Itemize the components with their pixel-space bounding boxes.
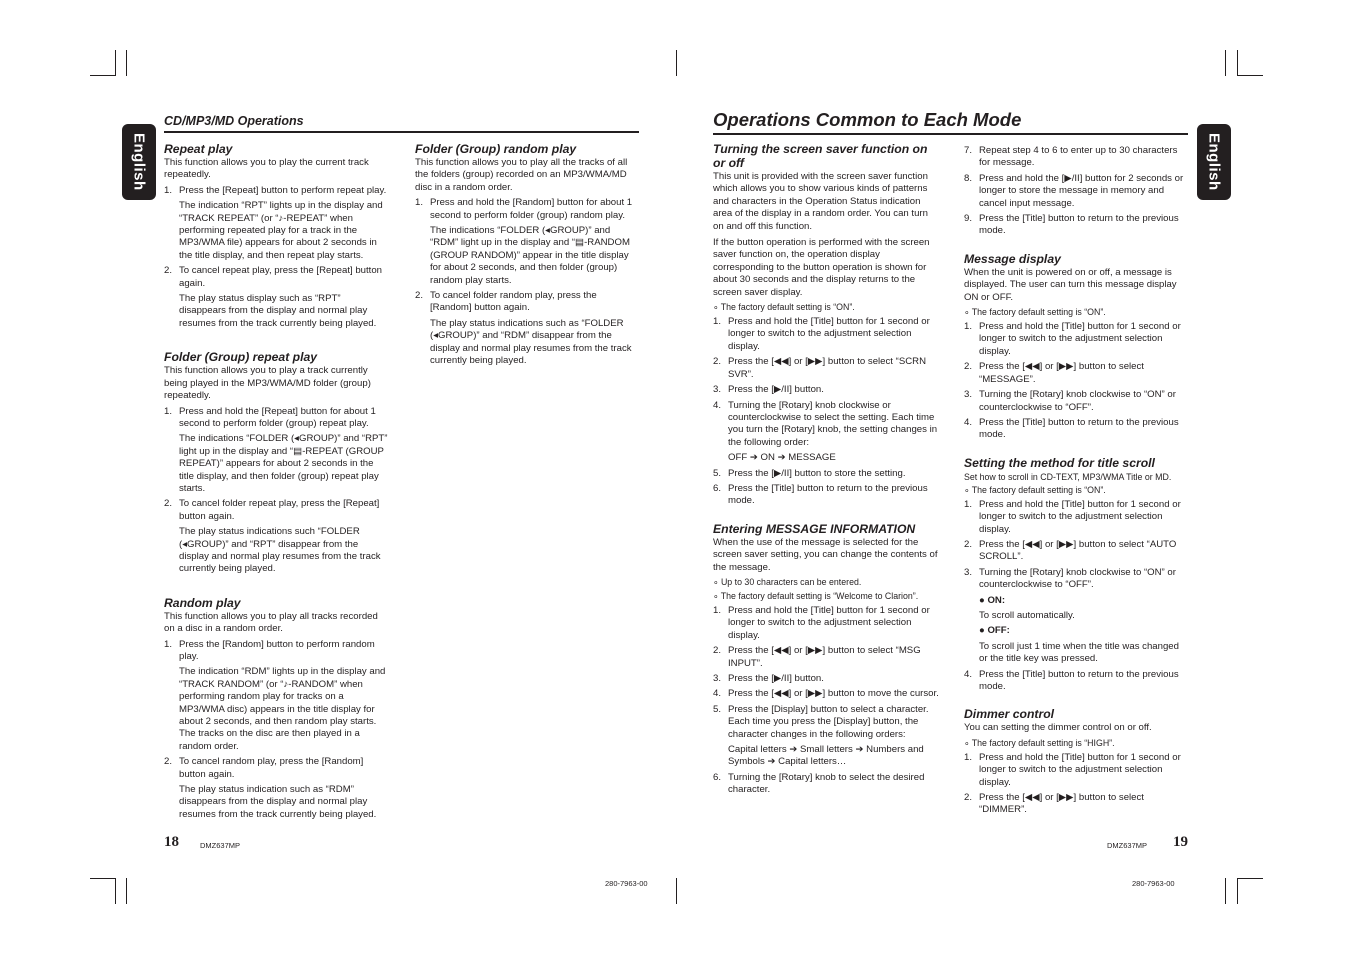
step-item: [713, 483, 939, 508]
step-item: [964, 669, 1190, 694]
paragraph: When the unit is powered on or off, a message is displayed. The user can turn this message display ON or OFF.: [964, 266, 1177, 303]
step-number: 4.: [964, 668, 973, 680]
step-note: The indications “FOLDER (◂GROUP)” and “RPT” light up in the display and “▤-REPEAT (GROUP REPEAT)” appears for about 2 seconds in the title display, and then folder (group) repeat play starts.: [179, 433, 388, 494]
step-text: Press and hold the [Title] button for 1 second or longer to switch to the adjustment selection display.: [979, 321, 1181, 357]
step-number: 2.: [713, 356, 722, 368]
step-item: [415, 290, 639, 315]
step-text: Turning the [Rotary] knob to select the desired character.: [728, 771, 925, 796]
step-number: 3.: [964, 566, 973, 578]
crop-mark: [115, 50, 116, 76]
step-number: 1.: [713, 604, 722, 616]
crop-mark: [90, 878, 116, 879]
step-number: 3.: [964, 389, 973, 401]
section-intro: This function allows you to play a track currently being played in the MP3/WMA/MD folder (group) repeatedly.: [164, 365, 371, 402]
step-text: Press the [◀◀] or [▶▶] button to select “SCRN SVR”.: [728, 356, 927, 380]
step-item: [713, 772, 939, 797]
section-heading: Repeat play: [164, 142, 233, 156]
step-text: Press and hold the [Title] button for 1 second or longer to switch to the adjustment selection display.: [979, 498, 1181, 535]
page-title: Operations Common to Each Mode: [713, 109, 1022, 130]
crop-mark: [126, 50, 127, 76]
step-number: 1.: [415, 197, 424, 209]
step-text: Press the [◀◀] or [▶▶] button to select “DIMMER”.: [979, 792, 1144, 816]
default-note: ∘ The factory default setting is “HIGH”.: [964, 737, 1115, 748]
step-text: Press and hold the [Title] button for 1 second or longer to switch to the adjustment selection display.: [728, 316, 930, 352]
section-header: CD/MP3/MD Operations: [164, 114, 304, 128]
step-text: Press the [Repeat] button to perform repeat play.: [179, 184, 387, 196]
step-text: Press and hold the [Random] button for about 1 second to perform folder (group) random play.: [430, 197, 633, 221]
step-item: [713, 384, 939, 396]
title-rule: [713, 133, 1188, 135]
step-number: 4.: [964, 416, 973, 428]
step-number: 1.: [964, 321, 973, 333]
step-text: Turning the [Rotary] knob clockwise to “ON” or counterclockwise to “OFF”.: [979, 389, 1176, 413]
crop-mark: [676, 878, 677, 904]
step-item: [964, 567, 1190, 592]
step-number: 8.: [964, 172, 973, 184]
step-number: 2.: [964, 361, 973, 373]
step-number: 9.: [964, 213, 973, 225]
step-item: [164, 756, 388, 781]
header-rule: [164, 131, 639, 133]
step-note: The play status indications such “FOLDER (◂GROUP)” and “RPT” disappear from the display and normal play resumes from the track currently being played.: [179, 526, 381, 575]
step-note: The indications “FOLDER (◂GROUP)” and “RDM” light up in the display and “▤-RANDOM (GROUP RANDOM)” appear in the title display for about 2 seconds, and then folder (group) random play starts.: [430, 225, 630, 286]
step-number: 7.: [964, 145, 973, 156]
crop-mark: [1237, 75, 1263, 76]
step-number: 5.: [713, 467, 722, 479]
step-text: To cancel folder repeat play, press the [Repeat] button again.: [179, 498, 380, 522]
step-item: [964, 361, 1190, 386]
paragraph: You can setting the dimmer control on or off.: [964, 722, 1152, 734]
crop-mark: [1225, 878, 1226, 904]
step-number: 2.: [964, 792, 973, 804]
step-number: 6.: [713, 771, 722, 783]
message-info-heading: Entering MESSAGE INFORMATION: [713, 521, 916, 536]
step-text: Press and hold the [▶/II] button for 2 seconds or longer to store the message in memory and cancel input message.: [979, 172, 1184, 209]
step-text: Press the [Title] button to return to the previous mode.: [979, 213, 1179, 237]
section-intro: This function allows you to play all the tracks of all the folders (group) recorded on an MP3/WMA/MD disc in a random order.: [415, 157, 628, 193]
step-item: [964, 145, 1190, 170]
crop-mark: [676, 50, 677, 76]
paragraph: Set how to scroll in CD-TEXT, MP3/WMA Title or MD.: [964, 471, 1172, 482]
note: ∘ The factory default setting is “Welcome to Clarion”.: [713, 590, 919, 601]
step-text: Press the [Title] button to return to the previous mode.: [979, 416, 1179, 441]
step-item: [164, 498, 388, 523]
step-text: Press the [◀◀] or [▶▶] button to select “MSG INPUT”.: [728, 645, 921, 669]
step-text: To cancel repeat play, press the [Repeat] button again.: [179, 265, 383, 289]
step-number: 2.: [713, 645, 722, 657]
language-tab-right: English: [1197, 124, 1231, 200]
step-text: Turning the [Rotary] knob clockwise to “ON” or counterclockwise to “OFF”.: [979, 566, 1176, 591]
step-text: Press and hold the [Title] button for 1 second or longer to switch to the adjustment selection display.: [728, 604, 930, 641]
crop-mark: [115, 878, 116, 904]
step-item: [713, 356, 939, 381]
paragraph: This unit is provided with the screen saver function which allows you to show various kinds of patterns and characters in the Operation Status indication area of the display in a random order. You can turn on and off this function.: [713, 171, 928, 232]
step-note: The play status indications such as “FOLDER (◂GROUP)” and “RDM” disappear from the display and normal play resumes from the track currently being played.: [430, 317, 632, 367]
section-heading: Random play: [164, 595, 241, 610]
step-list: [964, 499, 1190, 592]
step-text: Press the [Display] button to select a character. Each time you press the [Display] button, the character changes in the following orders:: [728, 703, 929, 740]
step-item: [415, 197, 639, 222]
step-item: [964, 321, 1190, 358]
step-item: [713, 400, 939, 450]
footer-part-code-left: 280-7963-00: [605, 879, 648, 888]
step-number: 1.: [164, 638, 173, 650]
step-text: Press and hold the [Repeat] button for about 1 second to perform folder (group) repeat play.: [179, 405, 376, 429]
step-number: 1.: [964, 498, 973, 510]
left-column-2: [415, 142, 639, 368]
title-scroll-heading: Setting the method for title scroll: [964, 455, 1155, 470]
page-number-left: 18: [164, 834, 179, 850]
step-text: Press the [Title] button to return to the previous mode.: [728, 482, 928, 507]
step-note: The indication “RPT” lights up in the display and “TRACK REPEAT” (or “♪-REPEAT” when performing repeated play for a track in the MP3/WMA file) appears for about 2 seconds in the title display, and then repeat play starts.: [179, 200, 383, 261]
step-item: [964, 417, 1190, 442]
paragraph: When the use of the message is selected for the screen saver setting, you can change the contents of the message.: [713, 536, 938, 573]
step-item: [964, 752, 1190, 789]
option-on-text: To scroll automatically.: [979, 609, 1075, 621]
step-number: 4.: [713, 399, 722, 411]
step-number: 3.: [713, 673, 722, 684]
step-item: [713, 688, 939, 700]
model-code-left: DMZ637MP: [200, 841, 241, 850]
section-intro: This function allows you to play the current track repeatedly.: [164, 157, 369, 181]
step-note: Capital letters ➔ Small letters ➔ Numbers and Symbols ➔ Capital letters…: [728, 744, 924, 768]
step-item: [964, 539, 1190, 564]
step-item: [713, 673, 939, 685]
step-text: Repeat step 4 to 6 to enter up to 30 characters for message.: [979, 145, 1178, 169]
step-list: [964, 321, 1190, 442]
step-number: 2.: [164, 498, 173, 510]
default-note: ∘ The factory default setting is “ON”.: [713, 302, 855, 313]
step-number: 1.: [164, 184, 173, 196]
step-text: Press the [◀◀] or [▶▶] button to select “AUTO SCROLL”.: [979, 538, 1177, 563]
step-item: [713, 605, 939, 642]
language-tab-left: English: [122, 124, 156, 200]
crop-mark: [1225, 50, 1226, 76]
step-number: 1.: [964, 751, 973, 763]
step-item: [164, 406, 388, 431]
step-number: 2.: [164, 265, 173, 277]
step-number: 2.: [415, 290, 424, 302]
crop-mark: [1237, 878, 1238, 904]
message-display-heading: Message display: [964, 251, 1061, 266]
step-number: 1.: [713, 316, 722, 328]
step-item: [964, 173, 1190, 210]
left-column-1: [164, 142, 388, 821]
section-heading: Folder (Group) random play: [415, 142, 577, 156]
step-text: Press the [◀◀] or [▶▶] button to select “MESSAGE”.: [979, 361, 1144, 385]
default-note: ∘ The factory default setting is “ON”.: [964, 484, 1106, 495]
step-text: Press the [▶/II] button.: [728, 673, 824, 684]
step-number: 2.: [964, 538, 973, 550]
step-item: [964, 499, 1190, 536]
page-number-right: 19: [1173, 834, 1188, 850]
option-off-text: To scroll just 1 time when the title was changed or the title key was pressed.: [979, 640, 1179, 665]
step-number: 2.: [164, 756, 173, 768]
step-number: 4.: [713, 688, 722, 700]
step-item: [164, 265, 388, 290]
right-column-1: [713, 142, 939, 797]
section-gap: [164, 576, 388, 596]
crop-mark: [1237, 878, 1263, 879]
default-note: ∘ The factory default setting is “ON”.: [964, 307, 1106, 318]
paragraph: If the button operation is performed with the screen saver function on, the operation display corresponding to the button operation is shown for about 30 seconds and the display returns to the screen saver display.: [713, 237, 930, 298]
step-note: The play status display such as “RPT” disappears from the display and normal play resumes from the track currently being played.: [179, 293, 377, 329]
dimmer-heading: Dimmer control: [964, 707, 1055, 722]
step-list: [713, 316, 939, 508]
option-on-label: ● ON:: [979, 594, 1006, 606]
step-item: [964, 792, 1190, 817]
step-number: 1.: [164, 405, 173, 417]
screen-saver-heading: Turning the screen saver function on or off: [713, 142, 928, 170]
step-item: [164, 639, 388, 664]
step-item: [713, 645, 939, 670]
step-list: [713, 605, 939, 797]
step-item: [713, 316, 939, 353]
footer-part-code-right: 280-7963-00: [1132, 879, 1175, 888]
option-off-label: ● OFF:: [979, 625, 1010, 637]
step-text: Press the [◀◀] or [▶▶] button to move the cursor.: [728, 688, 939, 700]
step-text: Press and hold the [Title] button for 1 second or longer to switch to the adjustment selection display.: [979, 751, 1181, 788]
step-text: To cancel random play, press the [Random] button again.: [179, 756, 364, 780]
model-code-right: DMZ637MP: [1107, 841, 1148, 850]
crop-mark: [126, 878, 127, 904]
step-number: 5.: [713, 703, 722, 715]
crop-mark: [1237, 50, 1238, 76]
step-list: [964, 752, 1190, 817]
step-item: [713, 468, 939, 480]
step-number: 3.: [713, 384, 722, 396]
step-list: [964, 145, 1190, 238]
crop-mark: [90, 75, 116, 76]
step-text: Press the [Title] button to return to the previous mode.: [979, 668, 1179, 692]
section-intro: This function allows you to play all tracks recorded on a disc in a random order.: [164, 610, 378, 635]
step-note: The indication “RDM” lights up in the display and “TRACK RANDOM” (or “♪-RANDOM” when performing random play for tracks on a MP3/WMA disc) appears in the title display for about 2 seconds, and then random play starts. The tracks on the disc are then played in a random order.: [179, 666, 386, 752]
step-note: The play status indication such as “RDM” disappears from the display and normal play resumes from the track currently being played.: [179, 784, 377, 820]
step-item: [964, 389, 1190, 414]
right-column-2: [964, 142, 1190, 817]
step-text: Press the [▶/II] button to store the setting.: [728, 467, 906, 479]
step-text: Press the [▶/II] button.: [728, 384, 824, 396]
step-item: [713, 704, 939, 741]
step-text: To cancel folder random play, press the [Random] button again.: [430, 290, 597, 314]
step-item: [964, 213, 1190, 238]
section-gap: [164, 330, 388, 350]
step-number: 6.: [713, 482, 722, 494]
step-item: [164, 185, 388, 197]
step-note: OFF ➔ ON ➔ MESSAGE: [728, 452, 836, 464]
step-text: Press the [Random] button to perform random play.: [179, 638, 375, 662]
step-text: Turning the [Rotary] knob clockwise or counterclockwise to select the setting. Each time you turn the [Rotary] knob, the setting changes in the following order:: [728, 399, 938, 448]
note: ∘ Up to 30 characters can be entered.: [713, 576, 862, 587]
section-heading: Folder (Group) repeat play: [164, 350, 318, 365]
